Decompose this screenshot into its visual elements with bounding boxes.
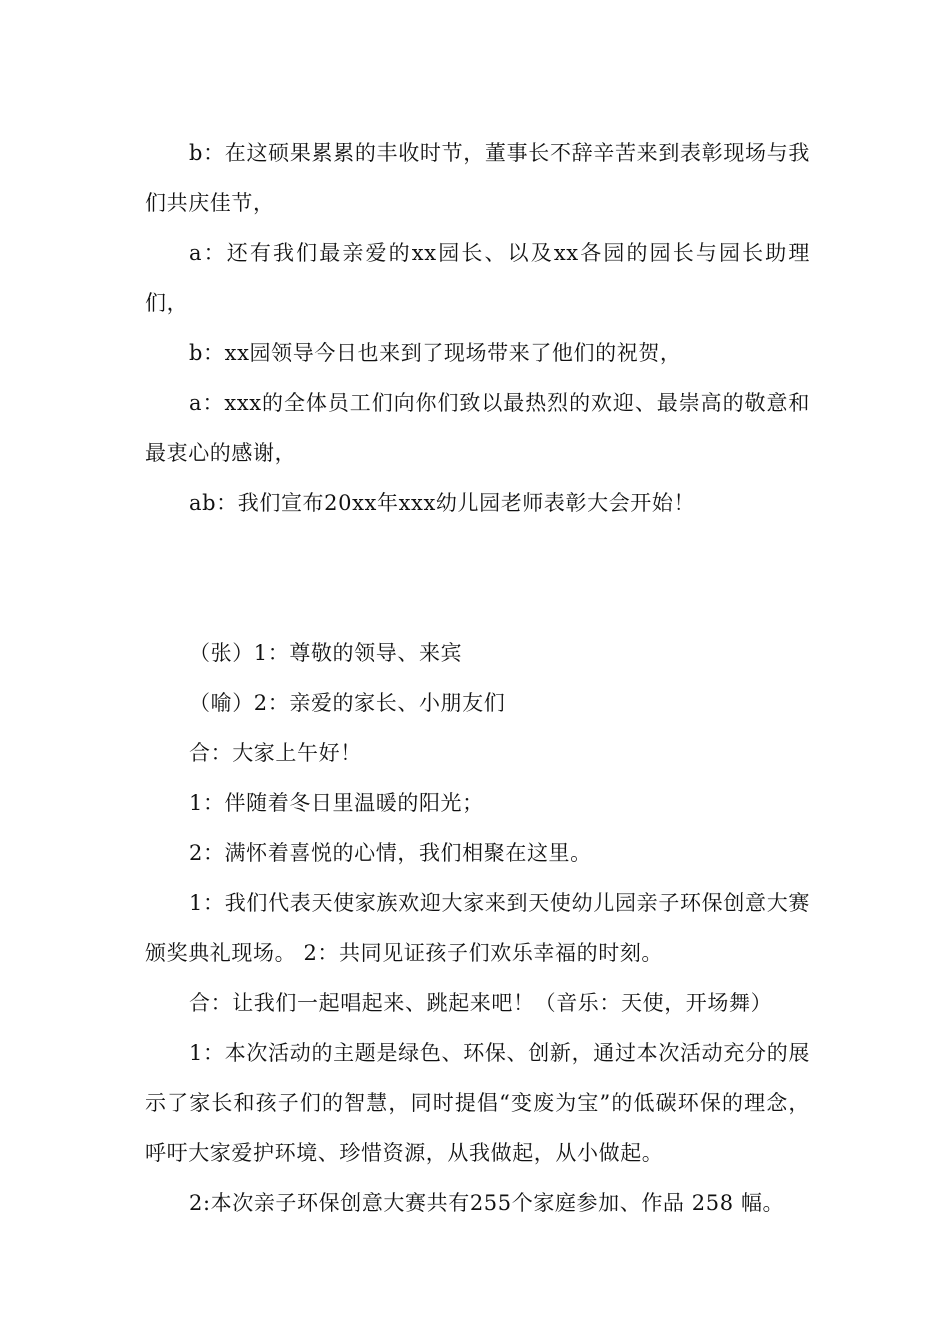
paragraph: 1：伴随着冬日里温暖的阳光； [189,791,484,815]
paragraph: b：在这硕果累累的丰收时节，董事长不辞辛苦来到表彰现场与我们共庆佳节， [145,141,810,215]
paragraph: 1：本次活动的主题是绿色、环保、创新，通过本次活动充分的展示了家长和孩子们的智慧，同时提倡“变废为宝”的低碳环保的理念，呼吁大家爱护环境、珍惜资源，从我做起，从小做起。 [145,1041,810,1165]
paragraph: 2:本次亲子环保创意大赛共有255个家庭参加、作品 258 幅。 [189,1191,785,1215]
paragraph: 2：满怀着喜悦的心情，我们相聚在这里。 [189,841,592,865]
paragraph: b：xx园领导今日也来到了现场带来了他们的祝贺， [189,341,682,365]
paragraph: 合：大家上午好！ [189,741,362,765]
opening-dialogue-section [145,128,810,528]
paragraph: a：还有我们最亲爱的xx园长、以及xx各园的园长与园长助理们， [145,241,810,315]
paragraph: 合：让我们一起唱起来、跳起来吧！（音乐：天使，开场舞） [189,991,773,1015]
paragraph: ab：我们宣布20xx年xxx幼儿园老师表彰大会开始！ [189,491,696,515]
paragraph: （喻）2：亲爱的家长、小朋友们 [189,691,506,715]
paragraph: （张）1：尊敬的领导、来宾 [189,641,463,665]
paragraph: 1：我们代表天使家族欢迎大家来到天使幼儿园亲子环保创意大赛颁奖典礼现场。 2：共同见证孩子们欢乐幸福的时刻。 [145,891,810,965]
paragraph: a：xxx的全体员工们向你们致以最热烈的欢迎、最崇高的敬意和最衷心的感谢， [145,391,810,465]
award-ceremony-section [145,628,810,1228]
